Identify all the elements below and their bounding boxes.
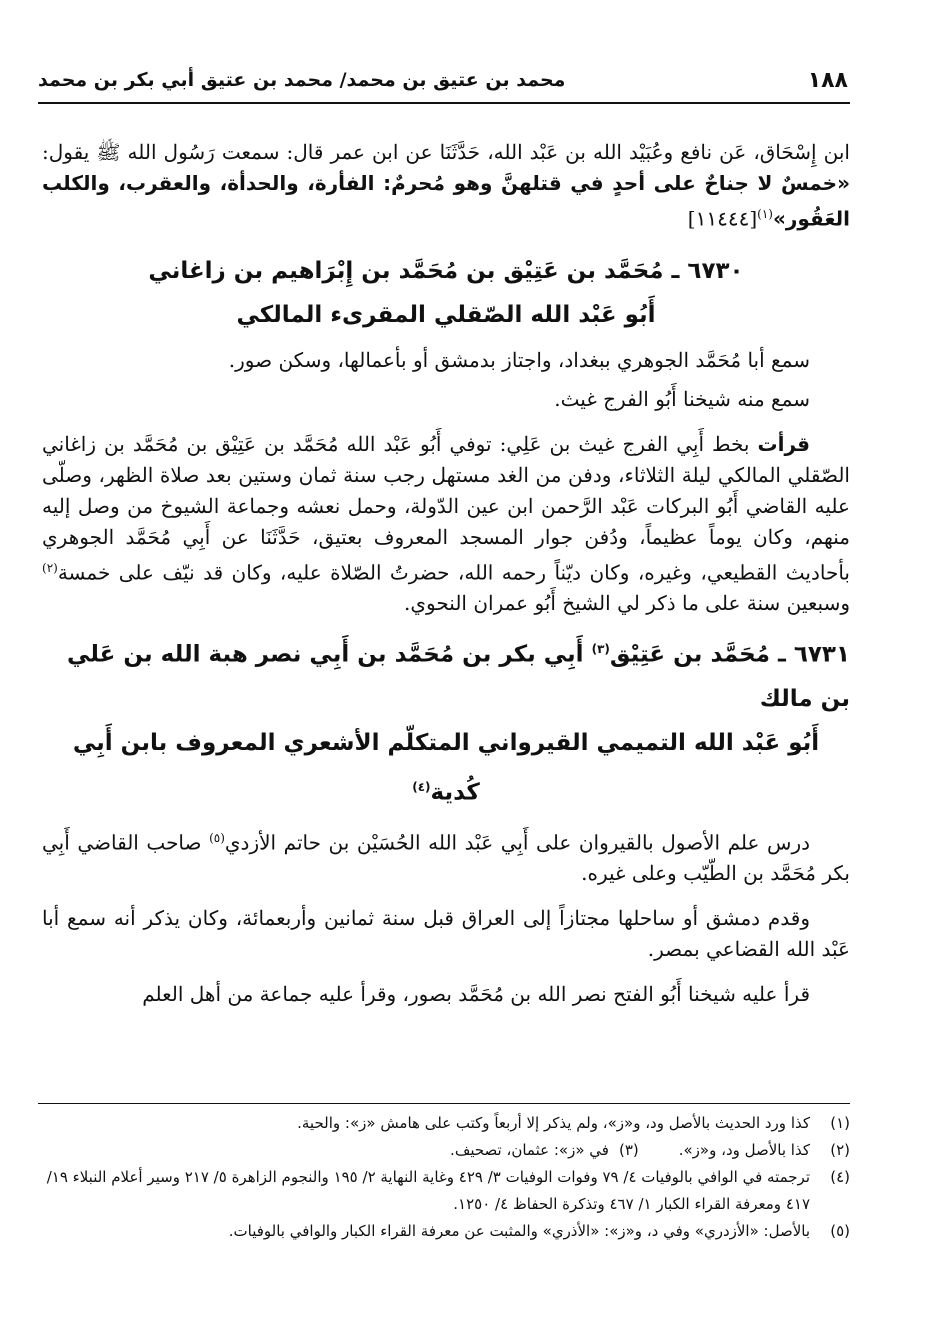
hadith-quote: «خمسٌ لا جناحٌ على أحدٍ في قتلهنَّ وهو مُحرمٌ: الفأرة، والحدأة، والعقرب، والكلب العَقُور» xyxy=(42,171,850,231)
footnote-ref: (٥) xyxy=(209,830,225,845)
entry-6730-paragraph: سمع منه شيخنا أَبُو الفرج غيث. xyxy=(554,386,810,411)
qara-t-lead: قرأت xyxy=(757,431,811,456)
footnote-ref: (١) xyxy=(757,207,773,221)
footnote-ref: (٣) xyxy=(591,642,610,657)
footnote-ref: (٤) xyxy=(412,779,431,794)
running-title: محمد بن عتيق بن محمد/ محمد بن عتيق أبي بكر بن محمد xyxy=(38,69,566,91)
entry-6730-paragraph: سمع أبا مُحَمَّد الجوهري ببغداد، واجتاز بدمشق أو بأعمالها، وسكن صور. xyxy=(228,347,810,372)
entry-6731-title: ٦٧٣١ ـ مُحَمَّد بن عَتِيْق$^{(٣)}$ أَبِي بكر بن مُحَمَّد بن أَبِي نصر هبة الله بن عَلي بن مالك xyxy=(66,641,850,712)
footnote: (٥) بالأصل: «الأزدري» وفي د، و«ز»: «الأذري» والمثبت عن معرفة القراء الكبار والوافي بالوفيات. xyxy=(228,1222,850,1240)
entry-6730-subtitle: أَبُو عَبْد الله الصّقلي المقرىء المالكي xyxy=(236,301,656,328)
footnote: (٣)في «ز»: عثمان، تصحيف. xyxy=(450,1141,639,1159)
footnote-row xyxy=(38,1137,850,1164)
hadith-paragraph: ابن إِسْحَاق، عَن نافع وعُبَيْد الله بن عَبْد الله، حَدَّثَنَا عن ابن عمر قال: سمعت رَسُول الله ﷺ يقول: «خمسٌ لا جناحٌ على أحدٍ في قتلهنَّ وهو مُحرمٌ: الفأرة، والحدأة، والعقرب، والكلب العَقُور»$^{(١)}$[١١٤٤٤] xyxy=(42,140,850,231)
entry-6730-paragraph: قرأت بخط أَبِي الفرج غيث بن عَلِي: توفي أَبُو عَبْد الله مُحَمَّد بن عَتِيْق بن مُحَمَّد بن زاغاني الصّقلي المالكي ليلة الثلاثاء، ودفن من الغد مستهل رجب سنة ثمان وستين بعد صلاة الظهر، وصلّى عليه القاضي أَبُو البركات عَبْد الرَّحمن ابن عين الدّولة، وحمل نعشه وجماعة الشيوخ من وصل إليه منهم، وكان يوماً عظيماً، ودُفن جوار المسجد المعروف بعتيق، حَدَّثَنَا عن أَبِي مُحَمَّد الجوهري بأحاديث القطيعي، وغيره، وكان ديّناً رحمه الله، حضرتُ الصّلاة عليه، وكان قد نيّف على خمسة$^{(٢)}$ وسبعين سنة على ما ذكر لي الشيخ أَبُو عمران النحوي. xyxy=(42,431,851,616)
footnote: (١) كذا ورد الحديث بالأصل ود، و«ز»، ولم يذكر إلا أربعاً وكتب على هامش «ز»: والحية. xyxy=(297,1114,850,1132)
footnote: (٤) ترجمته في الوافي بالوفيات ٤/ ٧٩ وفوات الوفيات ٣/ ٤٢٩ وغاية النهاية ٢/ ١٩٥ والنجوم الزاهرة ٥/ ٢١٧ وسير أعلام النبلاء ١٩/ ٤١٧ ومعرفة القراء الكبار ١/ ٤٦٧ وتذكرة الحفاظ ٤/ ١٢٥٠. xyxy=(46,1168,850,1213)
entry-6730-title: ٦٧٣٠ ـ مُحَمَّد بن عَتِيْق بن مُحَمَّد بن إِبْرَاهيم بن زاغاني xyxy=(148,257,744,284)
entry-6731-subtitle: أَبُو عَبْد الله التميمي القيرواني المتكلّم الأشعري المعروف بابن أَبِي كُدية$^{(٤)}$ xyxy=(72,729,820,806)
entry-6731-paragraph: درس علم الأصول بالقيروان على أَبِي عَبْد الله الحُسَيْن بن حاتم الأزدي$^{(٥)}$ صاحب القاضي أَبِي بكر مُحَمَّد بن الطّيّب وعلى غيره. xyxy=(42,830,850,886)
footnote: (٢)كذا بالأصل ود، و«ز». xyxy=(678,1141,850,1159)
entry-6731-paragraph: وقدم دمشق أو ساحلها مجتازاً إلى العراق قبل سنة ثمانين وأربعمائة، وكان يذكر أنه سمع أبا عَبْد الله القضاعي بمصر. xyxy=(42,906,850,962)
header-divider xyxy=(38,102,850,104)
footnotes xyxy=(38,1110,850,1245)
page-number: ١٨٨ xyxy=(807,67,848,93)
entry-6731-paragraph: قرأ عليه شيخنا أَبُو الفتح نصر الله بن مُحَمَّد بصور، وقرأ عليه جماعة من أهل العلم xyxy=(142,982,810,1007)
footnote-ref: (٢) xyxy=(42,560,58,575)
running-header xyxy=(38,62,848,98)
hadith-ref-number: [١١٤٤٤] xyxy=(687,206,758,231)
main-text xyxy=(42,137,850,1010)
footnote-divider xyxy=(38,1103,850,1104)
